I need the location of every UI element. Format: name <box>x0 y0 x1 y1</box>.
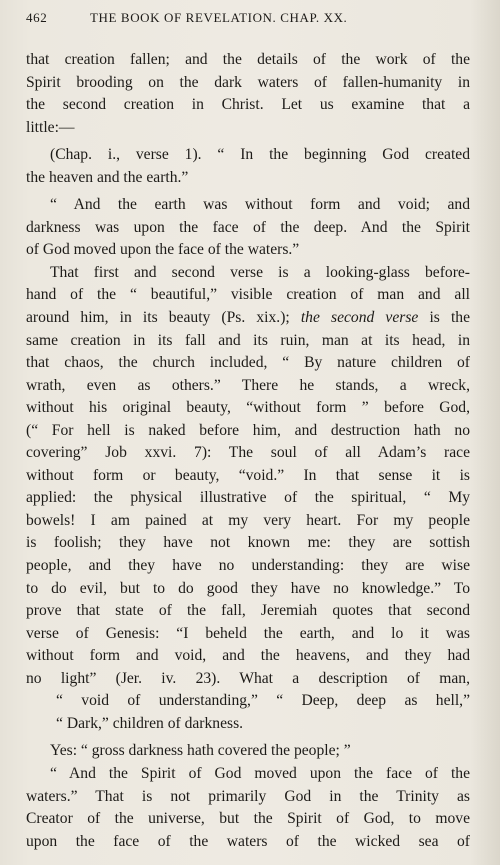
page-edge-shadow <box>470 0 500 865</box>
text-line-with-italic <box>26 307 470 330</box>
text-line: hand of the “ beautiful,” visible creation of man and all <box>26 286 470 304</box>
page-number: 462 <box>26 10 48 25</box>
text-line: is foolish; they have not known me: they are sottish <box>26 534 470 552</box>
page-body <box>26 49 470 853</box>
text-line: little:— <box>26 118 75 136</box>
text-line: people, and they have no understanding: they are wise <box>26 557 470 575</box>
text-line: That first and second verse is a looking-glass before- <box>50 263 470 281</box>
text-line: Spirit brooding on the dark waters of fallen-humanity in <box>26 73 470 91</box>
text-line: no light” (Jer. iv. 23). What a description of man, <box>26 669 470 687</box>
text-line: wrath, even as others.” There he stands, a wreck, <box>26 376 470 394</box>
text-line: same creation in its fall and its ruin, man at its head, in <box>26 331 470 349</box>
text-line: darkness was upon the face of the deep. And the Spirit <box>26 218 470 236</box>
text-line: without his original beauty, “without form ” before God, <box>26 399 470 417</box>
italic-phrase: the second verse <box>300 309 419 327</box>
text-line: bowels! I am pained at my very heart. For my people <box>26 511 470 529</box>
text-line: the heaven and the earth.” <box>26 168 189 186</box>
text-line: prove that state of the fall, Jeremiah quotes that second <box>26 602 470 620</box>
text-line: that creation fallen; and the details of the work of the <box>26 51 470 68</box>
text-line-head: around him, in its beauty (Ps. xix.); <box>26 309 301 327</box>
text-line: without form and void, and the heavens, and they had <box>26 647 470 665</box>
text-line: “ And the earth was without form and void; and <box>50 196 470 214</box>
text-line: covering” Job xxvi. 7): The soul of all Adam’s race <box>26 444 470 462</box>
text-line: (Chap. i., verse 1). “ In the beginning God created <box>50 146 470 164</box>
text-line: upon the face of the waters of the wicked sea of <box>26 832 470 850</box>
text-line: Yes: “ gross darkness hath covered the people; ” <box>50 742 351 760</box>
text-line: Creator of the universe, but the Spirit of God, to move <box>26 810 470 828</box>
running-title: THE BOOK OF REVELATION. CHAP. XX. <box>90 10 348 25</box>
text-line: that chaos, the church included, “ By nature children of <box>26 354 470 372</box>
text-line: without form or beauty, “void.” In that sense it is <box>26 466 470 484</box>
text-line: “ void of understanding,” “ Deep, deep as hell,” <box>56 692 470 710</box>
text-line: applied: the physical illustrative of the spiritual, “ My <box>26 489 470 507</box>
text-line: to do evil, but to do good they have no knowledge.” To <box>26 579 470 597</box>
text-line-tail: is the <box>418 309 470 327</box>
text-line: the second creation in Christ. Let us examine that a <box>26 96 470 114</box>
text-line: “ Dark,” children of darkness. <box>56 714 244 732</box>
text-line: of God moved upon the face of the waters.” <box>26 241 300 259</box>
text-line: (“ For hell is naked before him, and destruction hath no <box>26 421 470 439</box>
running-header <box>26 10 470 30</box>
text-line: “ And the Spirit of God moved upon the face of the <box>50 764 470 782</box>
text-line: verse of Genesis: “I beheld the earth, and lo it was <box>26 624 470 642</box>
text-line: waters.” That is not primarily God in the Trinity as <box>26 787 470 805</box>
